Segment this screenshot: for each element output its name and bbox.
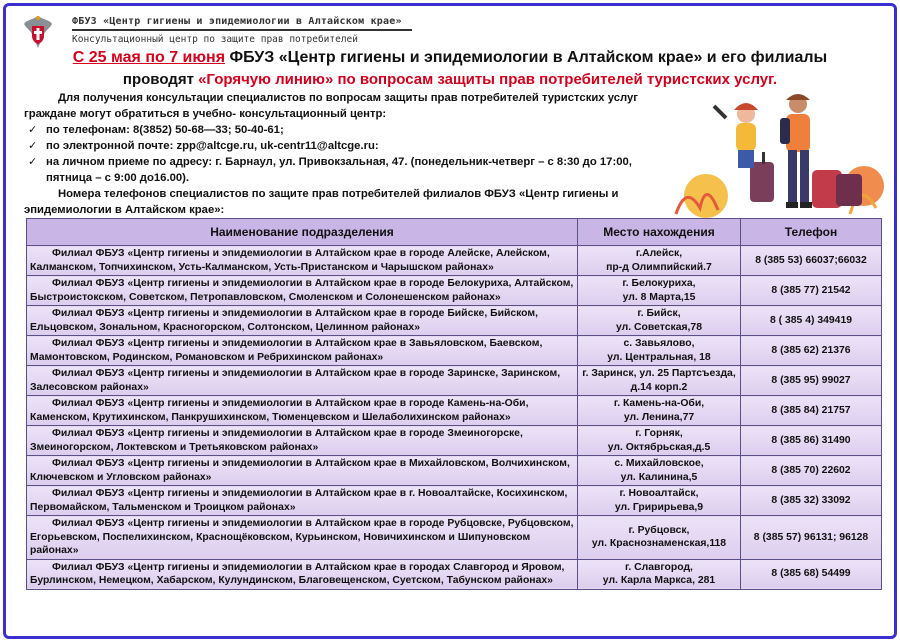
branch-phone: 8 (385 95) 99027 — [741, 366, 882, 396]
branch-street: д.14 корп.2 — [630, 381, 688, 393]
branch-name: Филиал ФБУЗ «Центр гигиены и эпидемиологии в Алтайском крае в Михайловском, Волчихинском, Ключевском и Угловском районах» — [27, 456, 578, 486]
col-header-phone: Телефон — [741, 219, 882, 246]
branch-place — [578, 336, 741, 366]
branch-street: ул. 8 Марта,15 — [622, 291, 696, 303]
branch-phone: 8 (385 53) 66037;66032 — [741, 246, 882, 276]
contact-email-text: по электронной почте: zpp@altcge.ru, uk-centr11@altcge.ru: — [46, 140, 379, 152]
table-header-row — [27, 219, 882, 246]
table-row — [27, 276, 882, 306]
info-block — [24, 90, 684, 186]
branch-name: Филиал ФБУЗ «Центр гигиены и эпидемиологии в Алтайском крае в городах Славгород и Яровом, Бурлинском, Немецком, Хабарском, Кулундинском, Благовещенском, Суетском, Табунском районах» — [27, 559, 578, 589]
contact-phones — [24, 122, 684, 138]
branch-street: ул. Карла Маркса, 281 — [602, 575, 716, 586]
table-row — [27, 426, 882, 456]
branch-phone: 8 (385 32) 33092 — [741, 486, 882, 516]
contact-list — [24, 122, 684, 170]
branch-place — [578, 276, 741, 306]
branch-phone: 8 (385 68) 54499 — [741, 559, 882, 589]
branch-street: ул. Краснознаменская,118 — [591, 538, 727, 550]
branch-place — [578, 456, 741, 486]
table-row — [27, 516, 882, 560]
branch-name: Филиал ФБУЗ «Центр гигиены и эпидемиологии в Алтайском крае в г. Новоалтайске, Косихинском, Первомайском, Тальменском и Троицком районах» — [27, 486, 578, 516]
branch-name: Филиал ФБУЗ «Центр гигиены и эпидемиологии в Алтайском крае в городе Змеиногорске, Змеиногорском, Локтевском и Третьяковском районах» — [27, 426, 578, 456]
table-row — [27, 336, 882, 366]
branch-place — [578, 486, 741, 516]
header — [14, 10, 434, 54]
table-row — [27, 456, 882, 486]
branch-street: ул. Ленина,77 — [623, 411, 695, 423]
table-row — [27, 486, 882, 516]
info-intro: Для получения консультации специалистов по вопросам защиты прав потребителей туристских услуг граждане могут обратиться в учебно- консультационный центр: — [24, 92, 639, 120]
branch-name: Филиал ФБУЗ «Центр гигиены и эпидемиологии в Алтайском крае в городе Алейске, Алейском, Калманском, Топчихинском, Усть-Калманском, Усть-Пристанском и Чарышском районах» — [27, 246, 578, 276]
checkmark-icon: ✓ — [28, 140, 38, 152]
col-header-name: Наименование подразделения — [27, 219, 578, 246]
branch-place — [578, 396, 741, 426]
contact-phones-text: по телефонам: 8(3852) 50-68—33; 50-40-61; — [46, 124, 284, 136]
branch-place — [578, 426, 741, 456]
header-divider — [72, 29, 412, 31]
branches-table — [26, 218, 882, 590]
page-title-line1 — [6, 49, 894, 67]
branch-street: ул. Советская,78 — [616, 321, 702, 333]
branch-name: Филиал ФБУЗ «Центр гигиены и эпидемиологии в Алтайском крае в городе Заринске, Заринском, Залесовском районах» — [27, 366, 578, 396]
title-hotline: «Горячую линию» по вопросам защиты прав потребителей туристских услуг. — [198, 71, 778, 88]
branch-street: ул. Центральная, 18 — [607, 351, 711, 363]
branch-city: г. Белокуриха, — [622, 278, 696, 289]
branch-phone: 8 (385 86) 31490 — [741, 426, 882, 456]
branch-place — [578, 306, 741, 336]
branch-phone: 8 (385 84) 21757 — [741, 396, 882, 426]
branch-city: г. Бийск, — [637, 308, 681, 319]
contact-address-text: на личном приеме по адресу: г. Барнаул, ул. Привокзальная, 47. (понедельник-четверг – с 8:30 до 17:00, — [46, 156, 632, 168]
rospotrebnadzor-emblem-icon — [18, 12, 58, 52]
branch-city: г.Алейск, — [635, 248, 683, 259]
branch-city: с. Завьялово, — [623, 338, 695, 349]
table-row — [27, 366, 882, 396]
title-date: С 25 мая по 7 июня — [72, 49, 226, 66]
branch-city: г. Славгород, — [625, 561, 693, 573]
table-row — [27, 246, 882, 276]
branch-name: Филиал ФБУЗ «Центр гигиены и эпидемиологии в Алтайском крае в городе Камень-на-Оби, Каменском, Крутихинском, Панкрушихинском, Тюменцевском и Шелаболихинском районах» — [27, 396, 578, 426]
branch-name: Филиал ФБУЗ «Центр гигиены и эпидемиологии в Алтайском крае в городе Белокуриха, Алтайском, Быстроистокском, Советском, Петропавловском, Смоленском и Солонешенском районах» — [27, 276, 578, 306]
branch-place — [578, 246, 741, 276]
branch-city: с. Михайловское, — [614, 458, 704, 469]
org-name: ФБУЗ «Центр гигиены и эпидемиологии в Алтайском крае» — [72, 16, 402, 27]
org-subtitle: Консультационный центр по защите прав потребителей — [72, 34, 358, 45]
branch-phone: 8 (385 57) 96131; 96128 — [741, 516, 882, 560]
contact-address — [24, 154, 684, 170]
table-row — [27, 306, 882, 336]
branch-city: г. Заринск, ул. 25 Партсъезда, — [582, 368, 736, 379]
contact-email — [24, 138, 684, 154]
branch-place — [578, 366, 741, 396]
tourists-illustration — [666, 88, 886, 218]
contact-hours-cont: пятница – с 9:00 до16.00). — [46, 172, 190, 184]
branch-place — [578, 516, 741, 560]
branch-name: Филиал ФБУЗ «Центр гигиены и эпидемиологии в Алтайском крае в Завьяловском, Баевском, Мамонтовском, Родинском, Романовском и Ребрихинском районах» — [27, 336, 578, 366]
branch-phone: 8 ( 385 4) 349419 — [741, 306, 882, 336]
page-title-line2 — [6, 71, 894, 88]
page-frame — [3, 3, 897, 639]
branch-phone: 8 (385 70) 22602 — [741, 456, 882, 486]
table-row — [27, 396, 882, 426]
title-line1-rest: ФБУЗ «Центр гигиены и эпидемиологии в Алтайском крае» и его филиалы — [225, 49, 828, 66]
branch-city: г. Новоалтайск, — [619, 488, 699, 499]
branch-place — [578, 559, 741, 589]
title-line2-plain: проводят — [122, 71, 199, 88]
checkmark-icon: ✓ — [28, 124, 38, 136]
branch-street: ул. Октябрьская,д.5 — [607, 441, 711, 453]
branch-city: г. Камень-на-Оби, — [613, 398, 705, 409]
branch-street: ул. Калинина,5 — [620, 471, 698, 483]
table-row — [27, 559, 882, 589]
branch-name: Филиал ФБУЗ «Центр гигиены и эпидемиологии в Алтайском крае в городе Рубцовске, Рубцовском, Егорьевском, Поспелихинском, Краснощёковском, Курьинском, Новичихинском и Шипуновском районах» — [27, 516, 578, 560]
branch-city: г. Рубцовск, — [628, 524, 690, 536]
branch-phone: 8 (385 62) 21376 — [741, 336, 882, 366]
branch-phone: 8 (385 77) 21542 — [741, 276, 882, 306]
branch-city: г. Горняк, — [635, 428, 683, 439]
col-header-place: Место нахождения — [578, 219, 741, 246]
branch-name: Филиал ФБУЗ «Центр гигиены и эпидемиологии в Алтайском крае в городе Бийске, Бийском, Ельцовском, Зональном, Красногорском, Солтонском, Целинном районах» — [27, 306, 578, 336]
checkmark-icon: ✓ — [28, 156, 38, 168]
branches-intro: Номера телефонов специалистов по защите прав потребителей филиалов ФБУЗ «Центр гигиены и эпидемиологии в Алтайском крае»: — [24, 188, 619, 216]
branch-street: пр-д Олимпийский.7 — [606, 261, 712, 273]
branch-street: ул. Гририрьева,9 — [614, 501, 704, 513]
